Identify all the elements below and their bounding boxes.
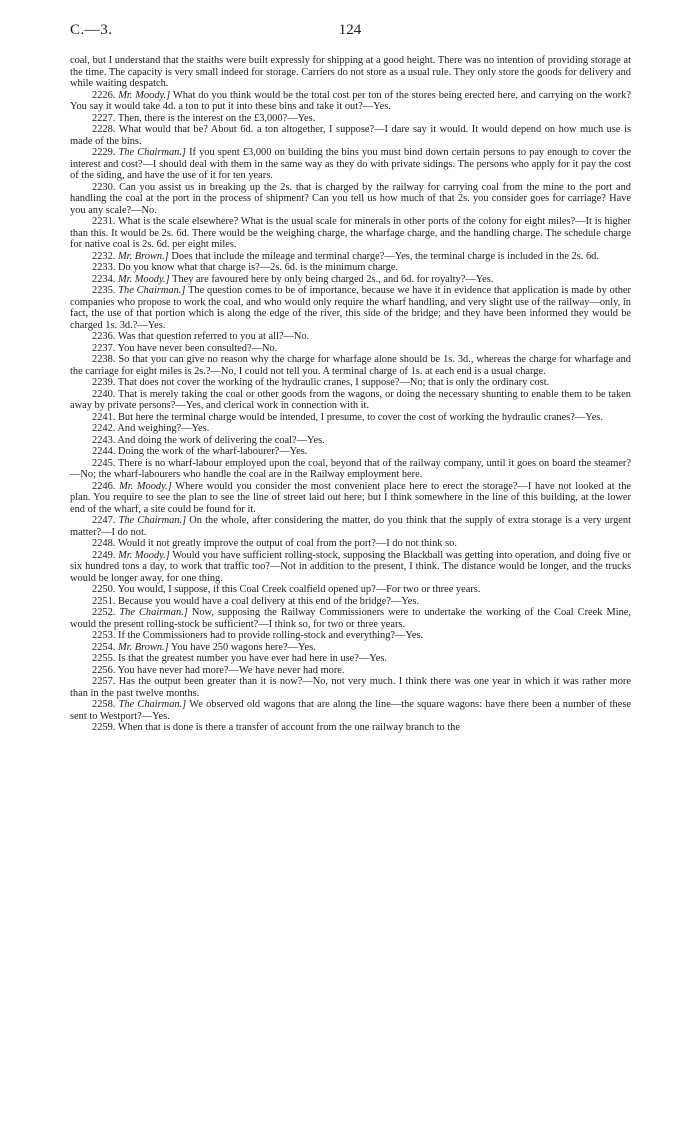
question-number: 2238. <box>92 354 116 365</box>
question-number: 2253. <box>92 630 116 641</box>
question-number: 2258. <box>92 699 116 710</box>
question-number: 2242. <box>92 423 116 434</box>
question-number: 2235. <box>92 285 116 296</box>
paragraph-text: Because you would have a coal delivery at this end of the bridge?—Yes. <box>118 595 420 607</box>
question-number: 2233. <box>92 262 116 273</box>
paragraph-text: We observed old wagons that are along the line—the square wagons: have there been a number of these sent to Westport?—Yes. <box>70 699 631 722</box>
paragraph-text: Is that the greatest number you have ever had here in use?—Yes. <box>118 653 388 664</box>
speaker-label: The Chairman.] <box>118 147 186 158</box>
evidence-paragraph <box>70 481 631 516</box>
paragraph-text: What do you think would be the total cost per ton of the stores being erected here, and carrying on the work? You say it would take 4d. a ton to put it into these bins and take it out?—Yes. <box>70 89 631 112</box>
evidence-paragraph <box>70 515 631 538</box>
question-number: 2247. <box>92 515 116 526</box>
paragraph-text: Now, supposing the Railway Commissioners were to undertake the working of the Coal Creek Mine, would the present rolling-stock be sufficient?—I think so, for two or three years. <box>70 607 631 630</box>
speaker-label: Mr. Brown.] <box>118 641 169 653</box>
evidence-paragraph <box>70 343 631 355</box>
evidence-paragraph <box>70 285 631 331</box>
page-header <box>70 22 630 44</box>
paragraph-text: Doing the work of the wharf-labourer?—Yes. <box>118 446 308 457</box>
question-number: 2257. <box>92 676 116 687</box>
paragraph-text: You would, I suppose, if this Coal Creek coalfield opened up?—For two or three years. <box>117 584 481 595</box>
evidence-paragraph <box>70 630 631 642</box>
paragraph-text: If the Commissioners had to provide rolling-stock and everything?—Yes. <box>118 630 424 641</box>
document-reference: C.—3. <box>70 22 113 38</box>
evidence-paragraph <box>70 377 631 389</box>
question-number: 2249. <box>92 549 116 561</box>
evidence-paragraph <box>70 550 631 585</box>
question-number: 2255. <box>92 653 116 664</box>
evidence-paragraph <box>70 251 631 263</box>
evidence-paragraph <box>70 124 631 147</box>
paragraph-text: On the whole, after considering the matter, do you think that the supply of extra storage is a very urgent matter?—I do not. <box>70 515 631 538</box>
evidence-paragraph <box>70 584 631 596</box>
question-number: 2245. <box>92 457 116 469</box>
evidence-paragraph <box>70 665 631 677</box>
paragraph-text: Does that include the mileage and terminal charge?—Yes, the terminal charge is included in the 2s. 6d. <box>171 250 599 262</box>
paragraph-text: Would you have sufficient rolling-stock, supposing the Blackball was getting into operation, and doing five or six hundred tons a day, to work that traffic too?—Not in addition to the present, I think. The distance would be longer, and the trucks would be longer away, for one thing. <box>70 549 631 584</box>
evidence-paragraph <box>70 596 631 608</box>
evidence-paragraph <box>70 538 631 550</box>
paragraph-text: What is the scale elsewhere? What is the usual scale for minerals in other ports of the colony for eight miles?—It is higher than this. It would be 2s. 6d. There would be the weighing charge, the wharfage charge, and the handling charge. The schedule charge for native coal is 2s. 6d. per eight miles. <box>70 216 631 250</box>
paragraph-text: But here the terminal charge would be intended, I presume, to cover the cost of working the hydraulic cranes?—Yes. <box>118 411 603 423</box>
paragraph-text: They are favoured here by only being charged 2s., and 6d. for royalty?—Yes. <box>172 273 494 285</box>
question-number: 2259. <box>92 722 116 733</box>
evidence-paragraph <box>70 354 631 377</box>
question-number: 2232. <box>92 250 116 262</box>
page-number: 124 <box>338 22 362 38</box>
speaker-label: The Chairman.] <box>118 285 186 296</box>
question-number: 2256. <box>92 664 116 676</box>
paragraph-text: What would that be? About 6d. a ton altogether, I suppose?—I dare say it would. It would depend on how much use is made of the bins. <box>70 124 631 147</box>
paragraph-text: coal, but I understand that the staiths were built expressly for shipping at a good height. There was no intention of providing storage at the time. The capacity is very small indeed for storage. Carriers do not store as a usual rule. They only store the goods for delivery and while waiting despatch. <box>70 55 631 89</box>
question-number: 2231. <box>92 216 116 227</box>
evidence-paragraph <box>70 147 631 182</box>
question-number: 2251. <box>92 595 116 607</box>
evidence-paragraph <box>70 435 631 447</box>
question-number: 2229. <box>92 147 116 158</box>
question-number: 2226. <box>92 89 116 101</box>
evidence-paragraph <box>70 458 631 481</box>
speaker-label: The Chairman.] <box>119 607 188 618</box>
question-number: 2246. <box>92 480 116 492</box>
evidence-paragraph <box>70 55 631 90</box>
speaker-label: The Chairman.] <box>118 515 187 526</box>
evidence-paragraph <box>70 274 631 286</box>
evidence-paragraph <box>70 722 631 734</box>
evidence-paragraph <box>70 113 631 125</box>
evidence-paragraph <box>70 412 631 424</box>
paragraph-text: And weighing?—Yes. <box>117 423 210 434</box>
evidence-paragraph <box>70 423 631 435</box>
paragraph-text: Would it not greatly improve the output of coal from the port?—I do not think so. <box>117 538 457 549</box>
paragraph-text: So that you can give no reason why the charge for wharfage alone should be 1s. 3d., whereas the charge for wharfage and the carriage for eight miles is 2s.?—No, I could not tell you. A terminal charge of 1s. at each end is a usual charge. <box>70 354 631 377</box>
speaker-label: Mr. Moody.] <box>119 480 172 492</box>
question-number: 2241. <box>92 411 116 423</box>
question-number: 2236. <box>92 331 116 342</box>
paragraph-text: That is merely taking the coal or other goods from the wagons, or doing the necessary shunting to enable them to be taken away by private persons?—Yes, and clerical work in connection with it. <box>70 388 631 411</box>
paragraph-text: Can you assist us in breaking up the 2s. that is charged by the railway for carrying coal from the mine to the port and handling the coal at the port in the process of shipment? Can you tell us how much of that 2s. you consider goes for carriage? Have you any scale?—No. <box>70 181 631 216</box>
paragraph-text: Has the output been greater than it is now?—No, not very much. I think there was one year in which it was rather more than in the past twelve months. <box>70 676 631 699</box>
speaker-label: Mr. Brown.] <box>118 250 169 262</box>
paragraph-text: You have 250 wagons here?—Yes. <box>170 641 316 653</box>
evidence-paragraph <box>70 446 631 458</box>
question-number: 2250. <box>92 584 116 595</box>
paragraph-text: You have never had more?—We have never had more. <box>117 664 345 676</box>
paragraph-text: There is no wharf-labour employed upon the coal, beyond that of the railway company, until it goes on board the steamer?—No; the wharf-labourers who handle the coal are in the Railway employment here. <box>70 457 631 480</box>
evidence-paragraph <box>70 262 631 274</box>
question-number: 2227. <box>92 112 116 124</box>
evidence-paragraph <box>70 642 631 654</box>
paragraph-text: Where would you consider the most convenient place here to erect the storage?—I have not looked at the plan. You require to see the plan to see the line of street laid out here; but I think somewhere in the line of this building, at the lower end of the wharf, a site could be found for it. <box>70 480 632 515</box>
speaker-label: Mr. Moody.] <box>118 549 170 561</box>
question-number: 2243. <box>92 434 116 446</box>
evidence-paragraph <box>70 653 631 665</box>
paragraph-text: Do you know what that charge is?—2s. 6d. is the minimum charge. <box>118 262 399 273</box>
question-number: 2234. <box>92 273 116 285</box>
evidence-paragraph <box>70 676 631 699</box>
evidence-paragraph <box>70 607 631 630</box>
paragraph-text: That does not cover the working of the hydraulic cranes, I suppose?—No; that is only the ordinary cost. <box>117 377 550 388</box>
evidence-paragraph <box>70 90 631 113</box>
question-number: 2240. <box>92 388 116 400</box>
speaker-label: Mr. Moody.] <box>118 89 171 101</box>
evidence-paragraph <box>70 182 631 217</box>
evidence-paragraph <box>70 331 631 343</box>
paragraph-text: When that is done is there a transfer of account from the one railway branch to the <box>117 722 460 733</box>
question-number: 2228. <box>92 124 116 135</box>
question-number: 2248. <box>92 538 116 549</box>
paragraph-text: You have never been consulted?—No. <box>117 342 278 354</box>
paragraph-text: Then, there is the interest on the £3,000?—Yes. <box>117 112 316 124</box>
question-number: 2244. <box>92 446 116 457</box>
page-body <box>70 55 631 734</box>
speaker-label: The Chairman.] <box>118 699 187 710</box>
paragraph-text: And doing the work of delivering the coal?—Yes. <box>117 434 325 446</box>
paragraph-text: The question comes to be of importance, because we have it in evidence that application is made by other companies who propose to work the coal, and who would only require the wharf handling, and very slight use of the railway—only, in fact, the use of that portion which is along the edge of the river, this side of the bridge; and they have been informed they would be charged 1s. 3d.?—Yes. <box>70 285 631 331</box>
question-number: 2254. <box>92 641 116 653</box>
question-number: 2239. <box>92 377 116 388</box>
evidence-paragraph <box>70 699 631 722</box>
evidence-paragraph <box>70 389 631 412</box>
paragraph-text: If you spent £3,000 on building the bins you must bind down certain persons to pay enough to cover the interest and cost?—I should deal with them in the same way as they do with private sidings. The persons who apply for it pay the cost of the siding, and have the use of it for ten years. <box>70 147 631 181</box>
evidence-paragraph <box>70 216 631 251</box>
paragraph-text: Was that question referred to you at all?—No. <box>117 331 310 342</box>
question-number: 2237. <box>92 342 116 354</box>
speaker-label: Mr. Moody.] <box>118 273 170 285</box>
question-number: 2252. <box>92 607 116 618</box>
question-number: 2230. <box>92 181 116 193</box>
